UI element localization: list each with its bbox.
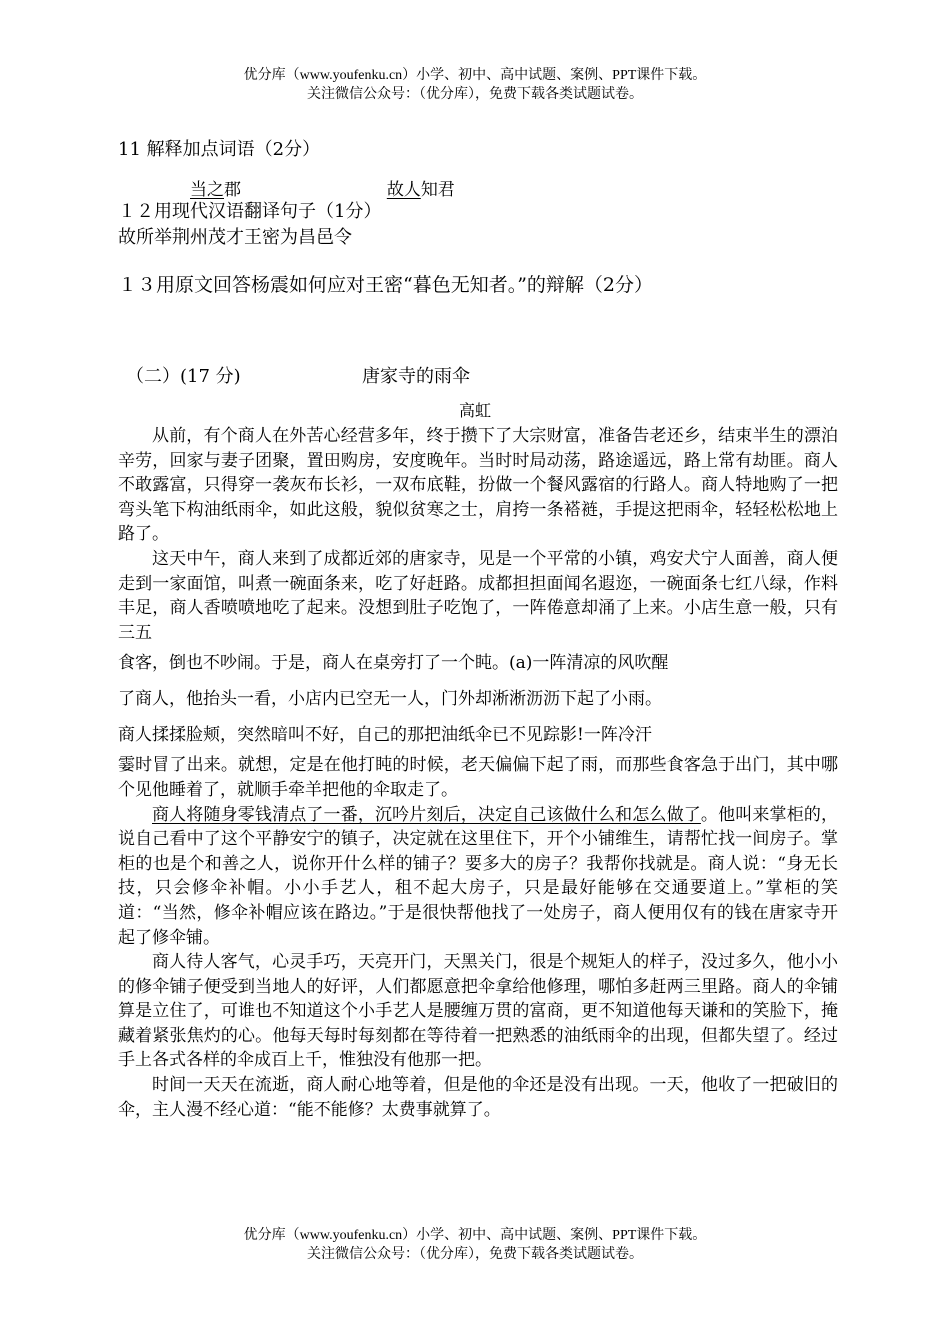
- word-dang: 当: [190, 180, 207, 200]
- question-12: １２用现代汉语翻译句子（1分）: [118, 201, 382, 222]
- question-12-sentence: 故所举荆州茂才王密为昌邑令: [118, 227, 352, 248]
- article-author: 高虹: [458, 401, 491, 420]
- question-11-words: [190, 175, 455, 200]
- article-title: 唐家寺的雨伞: [362, 366, 470, 387]
- header-line-2: 关注微信公众号：（优分库），免费下载各类试题试卷。: [307, 87, 643, 102]
- paragraph-3: [118, 803, 838, 951]
- page-footer: [0, 1226, 950, 1264]
- paragraph-5: 时间一天天在流逝，商人耐心地等着，但是他的伞还是没有出现。一天，他收了一把破旧的伞，主人漫不经心道：“能不能修？太费事就算了。: [118, 1075, 838, 1120]
- section-label: （二）(17 分): [126, 366, 241, 387]
- paragraph-4: 商人待人客气，心灵手巧，天亮开门，天黑关门，很是个规矩人的样子，没过多久，他小小的修伞铺子便受到当地人的好评，人们都愿意把伞拿给他修理，哪怕多赶两三里路。商人的伞铺算是立住了，可谁也不知道这个小手艺人是腰缠万贯的富商，更不知道他每天谦和的笑脸下，掩藏着紧张焦灼的心。他每天每时每刻都在等待着一把熟悉的油纸雨伞的出现，但都失望了。经过手上各式各样的伞成百上千，惟独没有他那一把。: [118, 952, 838, 1071]
- underlined-sentence: 商人将随身零钱清点了一番，沉吟片刻后，决定自己该做什么和怎么做了: [152, 804, 701, 825]
- word-guren: 故人: [386, 180, 421, 200]
- paragraph-2b: 食客，倒也不吵闹。于是，商人在桌旁打了一个盹。(a)一阵清凉的风吹醒: [118, 653, 669, 674]
- paragraph-2a: 这天中午，商人来到了成都近郊的唐家寺，见是一个平常的小镇，鸡安犬宁人面善，商人便走到一家面馆，叫煮一碗面条来，吃了好赶路。成都担担面闻名遐迩，一碗面条七红八绿，作料丰足，商人香喷喷地吃了起来。没想到肚子吃饱了，一阵倦意却涌了上来。小店生意一般，只有三五: [118, 548, 838, 643]
- paragraph-2e: 霎时冒了出来。就想，定是在他打盹的时候，老天偏偏下起了雨，而那些食客急于出门，其中哪个见他睡着了，就顺手牵羊把他的伞取走了。: [118, 755, 838, 800]
- footer-line-2: 关注微信公众号：（优分库），免费下载各类试题试卷。: [307, 1247, 643, 1262]
- footer-line-1: 优分库（www.youfenku.cn）小学、初中、高中试题、案例、PPT课件下载。: [243, 1228, 707, 1243]
- question-11: 11 解释加点词语（2分）: [118, 139, 321, 160]
- word-zhi: 之: [207, 180, 224, 200]
- header-line-1: 优分库（www.youfenku.cn）小学、初中、高中试题、案例、PPT课件下载。: [243, 68, 707, 83]
- word-zhijun: 知君: [420, 180, 455, 200]
- paragraph-3-rest: 。他叫来掌柜的，说自己看中了这个平静安宁的镇子，决定就在这里住下，开个小铺维生，请帮忙找一间房子。掌柜的也是个和善之人，说你开什么样的铺子？要多大的房子？我帮你找就是。商人说：“身无长技，只会修伞补帽。小小手艺人，租不起大房子，只是最好能够在交通要道上。”掌柜的笑道：“当然，修伞补帽应该在路边。”于是很快帮他找了一处房子，商人便用仅有的钱在唐家寺开起了修伞铺。: [118, 804, 838, 948]
- word-jun: 郡: [224, 180, 241, 200]
- paragraph-2c: 了商人，他抬头一看，小店内已空无一人，门外却淅淅沥沥下起了小雨。: [118, 689, 662, 710]
- page-header: [0, 66, 950, 104]
- question-13: １３用原文回答杨震如何应对王密“暮色无知者。”的辩解（2分）: [118, 274, 654, 296]
- paragraph-2d: 商人揉揉脸颊，突然暗叫不好，自己的那把油纸伞已不见踪影!一阵冷汗: [118, 725, 652, 746]
- article-body: [118, 424, 838, 1122]
- paragraph-1: 从前，有个商人在外苦心经营多年，终于攒下了大宗财富，准备告老还乡，结束半生的漂泊辛劳，回家与妻子团聚，置田购房，安度晚年。当时时局动荡，路途遥远，路上常有劫匪。商人不敢露富，只得穿一袭灰布长衫，一双布底鞋，扮做一个餐风露宿的行路人。商人特地购了一把弯头笔下构油纸雨伞，如此这般，貌似贫寒之士，肩挎一条褡裢，手提这把雨伞，轻轻松松地上路了。: [118, 426, 838, 545]
